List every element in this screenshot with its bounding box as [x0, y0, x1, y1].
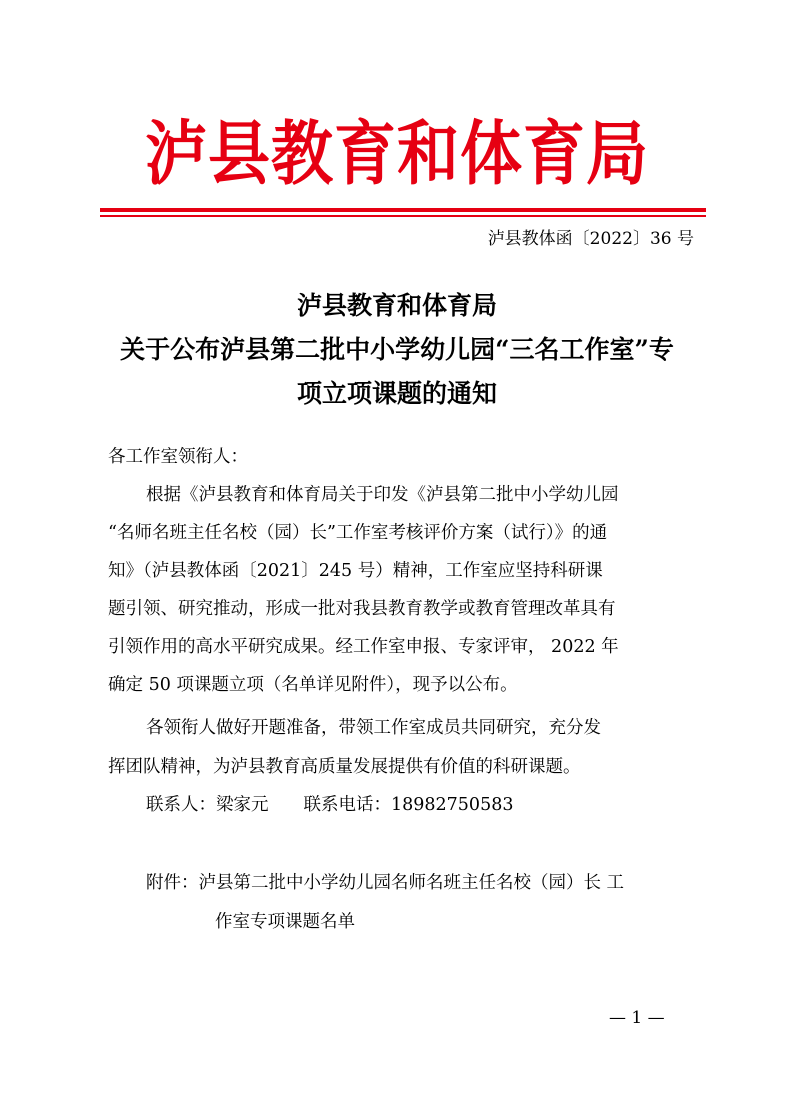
document-number: 泸县教体函〔2022〕36 号	[487, 229, 694, 249]
paragraph-2-line: 各领衔人做好开题准备，带领工作室成员共同研究，充分发	[146, 718, 601, 738]
paragraph-1-line: 根据《泸县教育和体育局关于印发《泸县第二批中小学幼儿园	[146, 485, 619, 505]
title-line-2: 关于公布泸县第二批中小学幼儿园“三名工作室”专	[120, 335, 674, 364]
masthead-thick-rule	[100, 208, 706, 212]
salutation: 各工作室领衔人：	[108, 447, 248, 467]
title-line-3: 项立项课题的通知	[296, 379, 497, 408]
masthead-thin-rule	[100, 215, 706, 217]
agency-masthead: 泸县教育和体育局	[144, 112, 649, 195]
page-number: — 1 —	[609, 1008, 665, 1028]
paragraph-1-line: 引领作用的高水平研究成果。经工作室申报、专家评审， 2022 年	[108, 637, 619, 657]
attachment-line: 附件：泸县第二批中小学幼儿园名师名班主任名校（园）长 工	[146, 873, 625, 893]
paragraph-1-line: 确定 50 项课题立项（名单详见附件），现予以公布。	[108, 675, 518, 695]
title-line-1: 泸县教育和体育局	[296, 291, 497, 320]
paragraph-1-line: 题引领、研究推动，形成一批对我县教育教学或教育管理改革具有	[108, 599, 616, 619]
contact-line: 联系人：梁家元 联系电话：18982750583	[146, 795, 514, 815]
paragraph-2-line: 挥团队精神，为泸县教育高质量发展提供有价值的科研课题。	[108, 757, 581, 777]
paragraph-1-line: “名师名班主任名校（园）长”工作室考核评价方案（试行）》的通	[108, 523, 608, 543]
paragraph-1-line: 知》（泸县教体函〔2021〕245 号）精神，工作室应坚持科研课	[108, 561, 603, 581]
attachment-line-continued: 作室专项课题名单	[215, 912, 355, 932]
